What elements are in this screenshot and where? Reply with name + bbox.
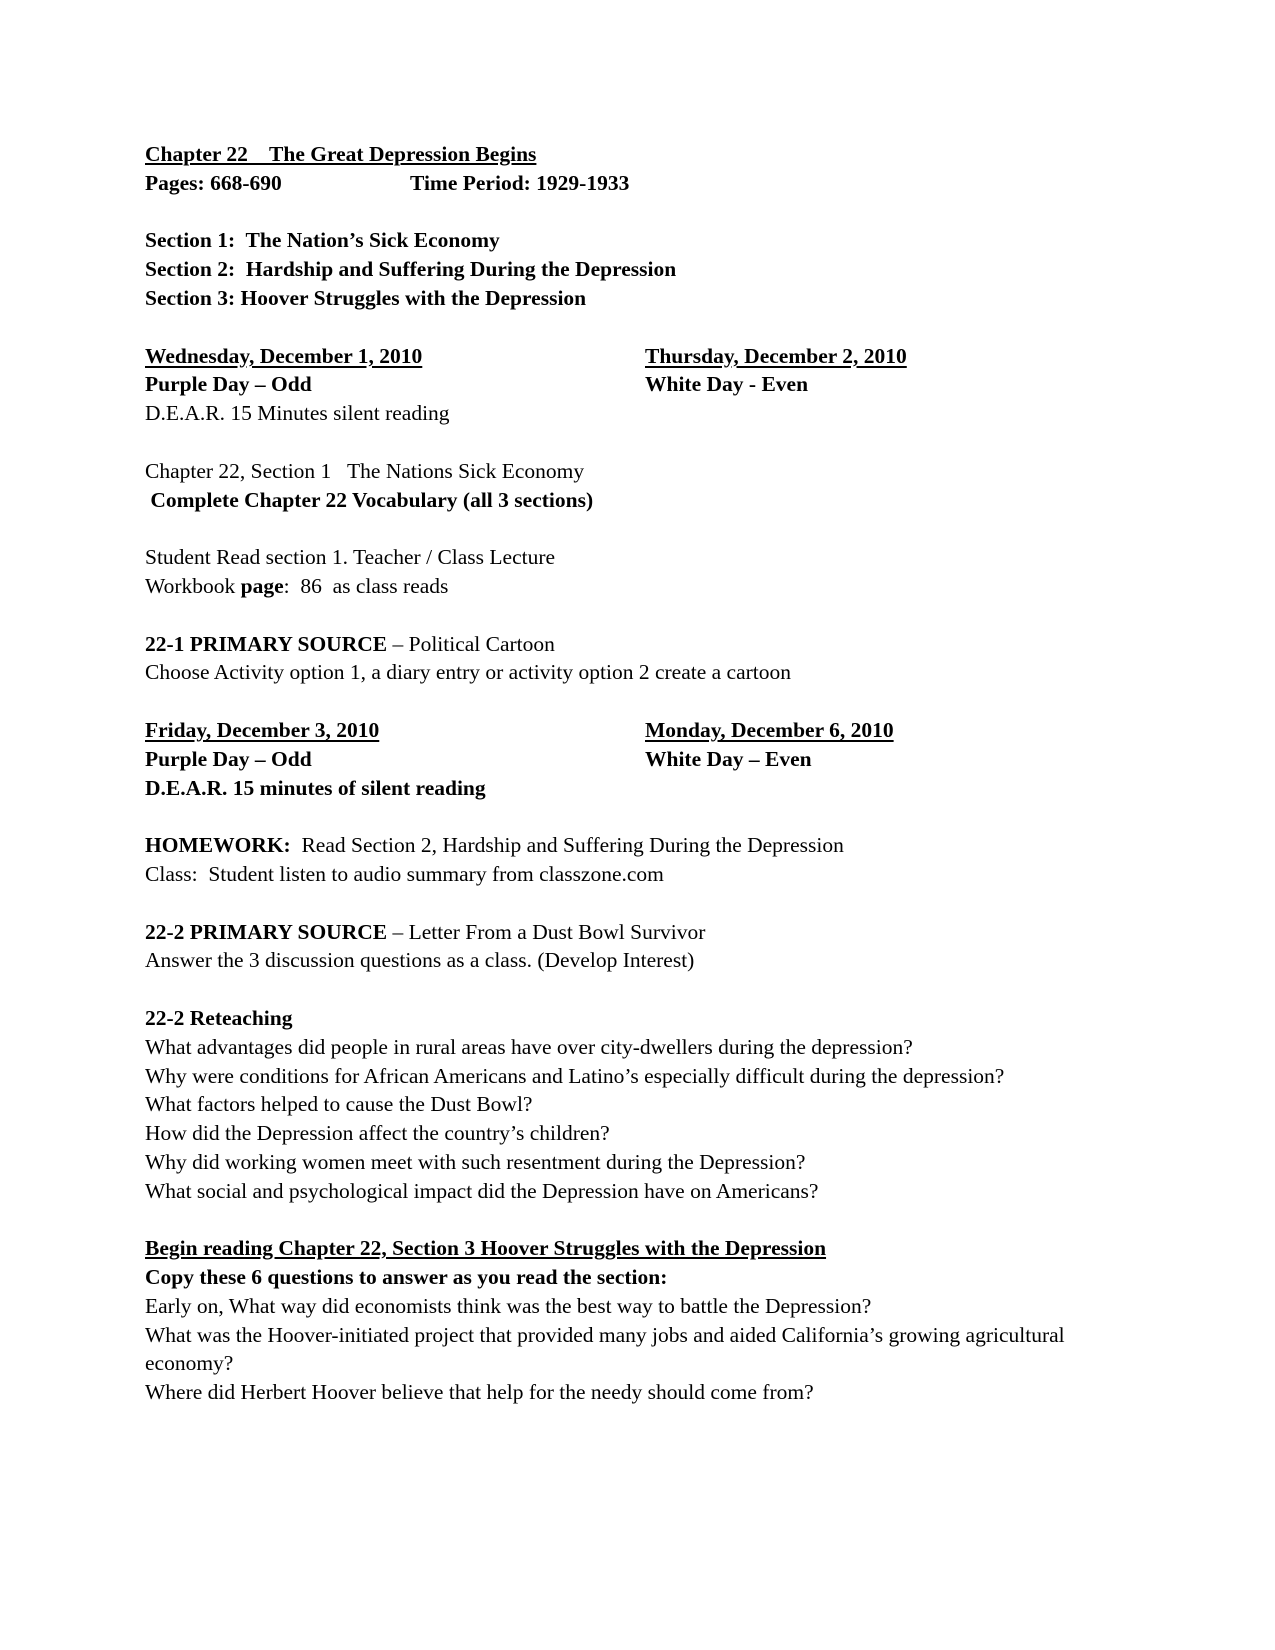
reteaching-question: Why did working women meet with such resentment during the Depression? [145,1149,806,1174]
spacer [145,889,1130,918]
primary-source-22-1-label: 22-1 PRIMARY SOURCE [145,631,388,656]
workbook-suffix: : 86 as class reads [283,573,449,598]
time-period-value: Time Period: 1929-1933 [410,170,630,195]
primary-source-22-1-line [145,630,1130,659]
workbook-prefix: Workbook [145,573,241,598]
spacer [145,514,1130,543]
homework-description: Read Section 2, Hardship and Suffering During the Depression [290,833,844,858]
date-friday: Friday, December 3, 2010 [145,717,380,742]
document-title: Chapter 22 The Great Depression Begins [145,142,537,166]
homework-line [145,831,1130,860]
vocabulary-task: Complete Chapter 22 Vocabulary (all 3 sections) [145,487,594,512]
pages-value: Pages: 668-690 [145,170,282,195]
reteaching-question-list [145,1033,1130,1206]
primary-source-22-1-desc: – Political Cartoon [387,631,555,656]
workbook-page-bold: page [240,573,284,598]
spacer [145,1205,1130,1234]
date-wednesday: Wednesday, December 1, 2010 [145,343,423,368]
dear-reading-1: D.E.A.R. 15 Minutes silent reading [145,401,450,426]
primary-source-22-2-label: 22-2 PRIMARY SOURCE [145,919,388,944]
spacer [145,687,1130,716]
primary-source-22-2-desc: – Letter From a Dust Bowl Survivor [387,919,706,944]
day-white-even-1: White Day - Even [645,372,809,397]
reteaching-question: What factors helped to cause the Dust Bowl? [145,1092,533,1117]
primary-source-22-2-line [145,918,1130,947]
spacer [145,601,1130,630]
class-activity-line: Class: Student listen to audio summary from classzone.com [145,861,664,886]
day-purple-odd-2: Purple Day – Odd [145,746,312,771]
section-1-label: Section 1: The Nation’s Sick Economy [145,228,500,253]
section-3-question-list [145,1292,1130,1407]
section-3-heading: Begin reading Chapter 22, Section 3 Hoover Struggles with the Depression [145,1236,827,1261]
day-purple-odd-1: Purple Day – Odd [145,372,312,397]
answer-discussion-line: Answer the 3 discussion questions as a class. (Develop Interest) [145,948,695,973]
workbook-line [145,572,1130,601]
section-3-subheading: Copy these 6 questions to answer as you read the section: [145,1265,668,1290]
date-header-row-2 [145,716,1130,745]
section-3-question: Early on, What way did economists think was the best way to battle the Depression? [145,1293,872,1318]
spacer [145,802,1130,831]
homework-label: HOMEWORK: [145,833,291,858]
day-color-row-2 [145,745,1130,774]
day-white-even-2: White Day – Even [645,746,812,771]
date-header-row-1 [145,342,1130,371]
pages-time-row [145,169,1130,198]
spacer [145,313,1130,342]
spacer [145,428,1130,457]
reteaching-question: What advantages did people in rural areas have over city-dwellers during the depression? [145,1034,913,1059]
activity-options-line: Choose Activity option 1, a diary entry or activity option 2 create a cartoon [145,660,792,685]
reteaching-heading: 22-2 Reteaching [145,1005,293,1030]
spacer [145,975,1130,1004]
document-body [145,140,1130,1407]
section-2-label: Section 2: Hardship and Suffering During the Depression [145,257,677,282]
section-3-label: Section 3: Hoover Struggles with the Depression [145,285,587,310]
section-3-question: What was the Hoover-initiated project that provided many jobs and aided California’s growing agricultural economy? [145,1322,1070,1376]
date-thursday: Thursday, December 2, 2010 [645,343,907,368]
reteaching-question: What social and psychological impact did the Depression have on Americans? [145,1178,819,1203]
reteaching-question: How did the Depression affect the country’s children? [145,1121,610,1146]
student-read-line: Student Read section 1. Teacher / Class Lecture [145,545,556,570]
dear-reading-2: D.E.A.R. 15 minutes of silent reading [145,775,486,800]
chapter-section-line: Chapter 22, Section 1 The Nations Sick Economy [145,458,585,483]
date-monday: Monday, December 6, 2010 [645,717,894,742]
day-color-row-1 [145,370,1130,399]
section-3-question: Where did Herbert Hoover believe that help for the needy should come from? [145,1380,814,1405]
spacer [145,198,1130,227]
reteaching-question: Why were conditions for African Americans and Latino’s especially difficult during the depression? [145,1063,1005,1088]
